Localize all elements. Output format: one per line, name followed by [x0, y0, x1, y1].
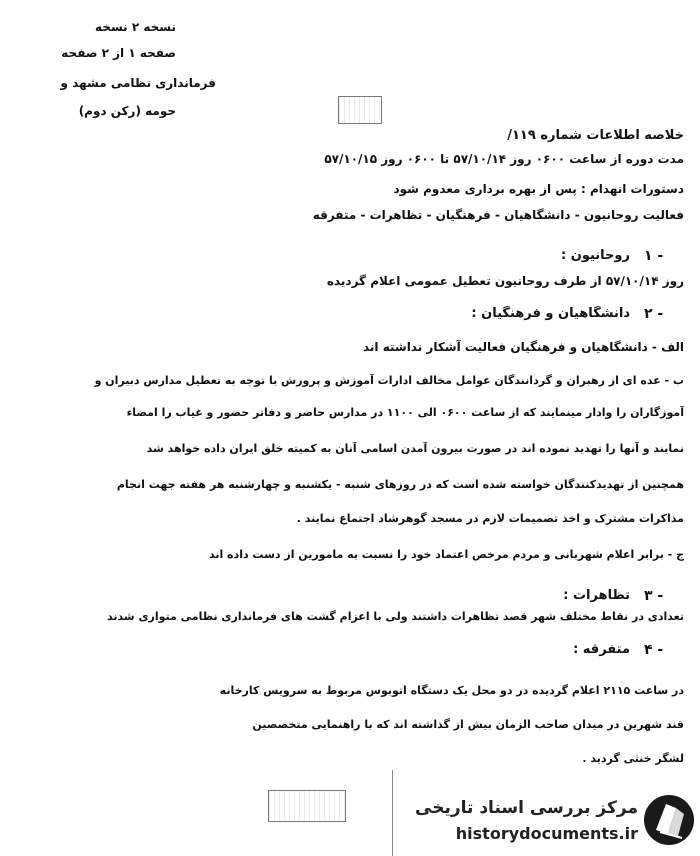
section-4-line-3: لشگر خنثی گردید . [582, 752, 684, 765]
archive-stamp-bottom [268, 790, 346, 822]
book-pages-icon [642, 790, 696, 850]
summary-instructions: دستورات انهدام : پس از بهره برداری معدوم شود [393, 182, 684, 196]
section-2-line-5: همچنین از تهدیدکنندگان خواسته شده است که در روزهای شنبه - یکشنبه و چهارشنبه هر هفته جهت انجام [116, 478, 684, 491]
section-2-line-3: آموزگاران را وادار مینمایند که از ساعت ۰۶۰۰ الی ۱۱۰۰ در مدارس حاضر و دفاتر حضور و غیاب را امضاء [126, 406, 684, 419]
section-3-heading: تظاهرات : [563, 588, 630, 603]
zone-line: حومه (رکن دوم) [78, 104, 176, 118]
page-line: صفحه ۱ از ۲ صفحه [61, 46, 176, 60]
section-1-heading: روحانیون : [561, 248, 630, 263]
archive-stamp-top [338, 96, 382, 124]
stamp-hatching [269, 791, 345, 821]
section-4-heading: متفرقه : [573, 642, 630, 657]
section-2-heading: دانشگاهیان و فرهنگیان : [471, 306, 630, 321]
section-2-line-2: ب - عده ای از رهبران و گردانندگان عوامل مخالف ادارات آموزش و پرورش با توجه به تعطیل مدارس دبیران و [94, 374, 684, 387]
org-line: فرمانداری نظامی مشهد و [60, 76, 216, 90]
section-2-line-1: الف - دانشگاهیان و فرهنگیان فعالیت آشکار نداشته اند [362, 340, 684, 354]
section-2-line-7: ج - برابر اعلام شهربانی و مردم مرخص اعتماد خود را نسبت به مامورین از دست داده اند [208, 548, 684, 561]
section-2-number: ۲ - [644, 306, 664, 322]
section-3-line-1: تعدادی در نقاط مختلف شهر قصد تظاهرات داشتند ولی با اعزام گشت های فرمانداری نظامی متواری شدند [106, 610, 684, 623]
archive-watermark [412, 786, 700, 856]
margin-rule [392, 770, 393, 856]
section-4-number: ۴ - [644, 642, 664, 658]
section-4-line-2: قند شهرین در میدان صاحب الزمان بیش از گذاشته اند که با راهنمایی متخصصین [252, 718, 684, 731]
section-1-line-1: روز ۵۷/۱۰/۱۴ از طرف روحانیون تعطیل عمومی اعلام گردیده [326, 274, 684, 288]
watermark-site: historydocuments.ir [455, 824, 638, 843]
section-1-number: ۱ - [644, 248, 664, 264]
stamp-hatching [339, 97, 381, 123]
copy-line: نسخه ۲ نسخه [95, 20, 176, 34]
section-3-number: ۳ - [644, 588, 664, 604]
summary-title: خلاصه اطلاعات شماره ۱۱۹/ [507, 128, 684, 143]
summary-period: مدت دوره از ساعت ۰۶۰۰ روز ۵۷/۱۰/۱۴ تا ۰۶۰۰ روز ۵۷/۱۰/۱۵ [324, 152, 684, 166]
section-4-line-1: در ساعت ۲۱۱۵ اعلام گردیده در دو محل یک دستگاه اتوبوس مربوط به سرویس کارخانه [219, 684, 684, 697]
summary-activities: فعالیت روحانیون - دانشگاهیان - فرهنگیان - تظاهرات - متفرقه [312, 208, 684, 222]
watermark-org-name: مرکز بررسی اسناد تاریخی [415, 798, 638, 818]
section-2-line-4: نمایند و آنها را تهدید نموده اند در صورت بیرون آمدن اسامی آنان به کمیته خلق ایران داده خواهد شد [146, 442, 684, 455]
section-2-line-6: مذاکرات مشترک و اخذ تصمیمات لازم در مسجد گوهرشاد اجتماع نمایند . [296, 512, 684, 525]
